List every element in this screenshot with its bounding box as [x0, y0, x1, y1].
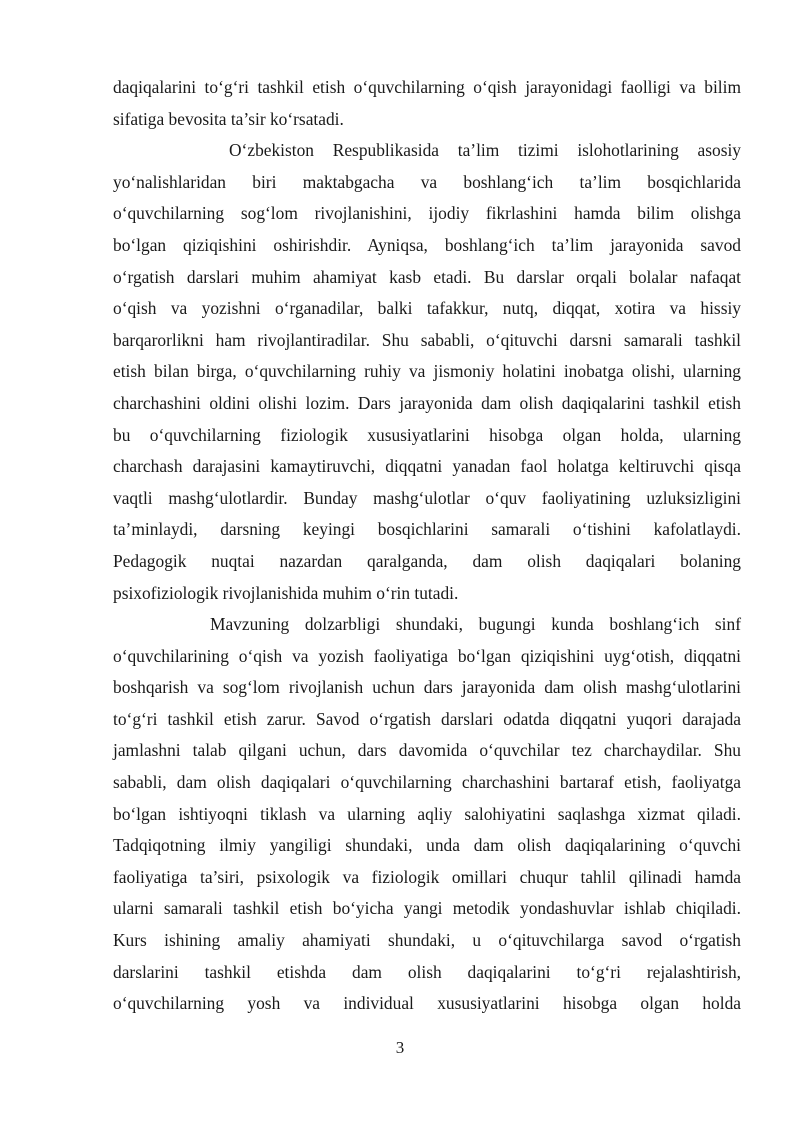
text-line: ularni samarali tashkil etish bo‘yicha yangi metodik yondashuvlar ishlab chiqiladi.	[113, 898, 741, 919]
text-line: bo‘lgan qiziqishini oshirishdir. Ayniqsa, boshlang‘ich ta’lim jarayonida savod	[113, 234, 741, 255]
paragraph-first-line: Mavzuning dolzarbligi shundaki, bugungi kunda boshlang‘ich sinf	[210, 614, 741, 635]
page-number: 3	[395, 1038, 405, 1057]
text-line: charchashini oldini olishi lozim. Dars jarayonida dam olish daqiqalarini tashkil etish	[113, 392, 741, 413]
text-line: bo‘lgan ishtiyoqni tiklash va ularning aqliy salohiyatini saqlashga xizmat qiladi.	[113, 803, 741, 824]
text-line: charchash darajasini kamaytiruvchi, diqqatni yanadan faol holatga keltiruvchi qisqa	[113, 456, 741, 477]
text-line: etish bilan birga, o‘quvchilarning ruhiy va jismoniy holatini inobatga olishi, ularning	[113, 361, 741, 382]
text-line: Pedagogik nuqtai nazardan qaralganda, dam olish daqiqalari bolaning	[113, 550, 741, 571]
text-line: o‘quvchilarning yosh va individual xususiyatlarini hisobga olgan holda	[113, 993, 741, 1014]
text-line: jamlashni talab qilgani uchun, dars davomida o‘quvchilar tez charchaydilar. Shu	[113, 740, 741, 761]
text-line: Kurs ishining amaliy ahamiyati shundaki, u o‘qituvchilarga savod o‘rgatish	[113, 930, 741, 951]
text-line: o‘rgatish darslari muhim ahamiyat kasb etadi. Bu darslar orqali bolalar nafaqat	[113, 266, 741, 287]
text-line: Tadqiqotning ilmiy yangiligi shundaki, unda dam olish daqiqalarining o‘quvchi	[113, 835, 741, 856]
text-line: o‘quvchilarning sog‘lom rivojlanishini, ijodiy fikrlashini hamda bilim olishga	[113, 203, 741, 224]
paragraph-first-line: O‘zbekiston Respublikasida ta’lim tizimi islohotlarining asosiy	[229, 140, 741, 161]
text-line: faoliyatiga ta’siri, psixologik va fiziologik omillari chuqur tahlil qilinadi hamda	[113, 866, 741, 887]
text-line: darslarini tashkil etishda dam olish daqiqalarini to‘g‘ri rejalashtirish,	[113, 961, 741, 982]
document-page	[113, 72, 741, 1020]
text-line: sifatiga bevosita ta’sir ko‘rsatadi.	[113, 108, 344, 129]
text-line: to‘g‘ri tashkil etish zarur. Savod o‘rgatish darslari odatda diqqatni yuqori darajada	[113, 708, 741, 729]
text-line: ta’minlaydi, darsning keyingi bosqichlarini samarali o‘tishini kafolatlaydi.	[113, 519, 741, 540]
text-line: daqiqalarini to‘g‘ri tashkil etish o‘quvchilarning o‘qish jarayonidagi faolligi va bilim	[113, 77, 741, 97]
text-line: boshqarish va sog‘lom rivojlanish uchun dars jarayonida dam olish mashg‘ulotlarini	[113, 677, 741, 698]
text-line: yo‘nalishlaridan biri maktabgacha va boshlang‘ich ta’lim bosqichlarida	[113, 171, 741, 192]
text-line: sababli, dam olish daqiqalari o‘quvchilarning charchashini bartaraf etish, faoliyatga	[113, 772, 741, 793]
text-line: psixofiziologik rivojlanishida muhim o‘rin tutadi.	[113, 582, 459, 603]
text-line: o‘qish va yozishni o‘rganadilar, balki tafakkur, nutq, diqqat, xotira va hissiy	[113, 298, 741, 319]
text-line: barqarorlikni ham rivojlantiradilar. Shu sababli, o‘qituvchi darsni samarali tashkil	[113, 329, 741, 350]
text-line: vaqtli mashg‘ulotlardir. Bunday mashg‘ulotlar o‘quv faoliyatining uzluksizligini	[113, 487, 741, 508]
text-line: bu o‘quvchilarning fiziologik xususiyatlarini hisobga olgan holda, ularning	[113, 424, 741, 445]
text-line: o‘quvchilarining o‘qish va yozish faoliyatiga bo‘lgan qiziqishini uyg‘otish, diqqatni	[113, 645, 741, 666]
